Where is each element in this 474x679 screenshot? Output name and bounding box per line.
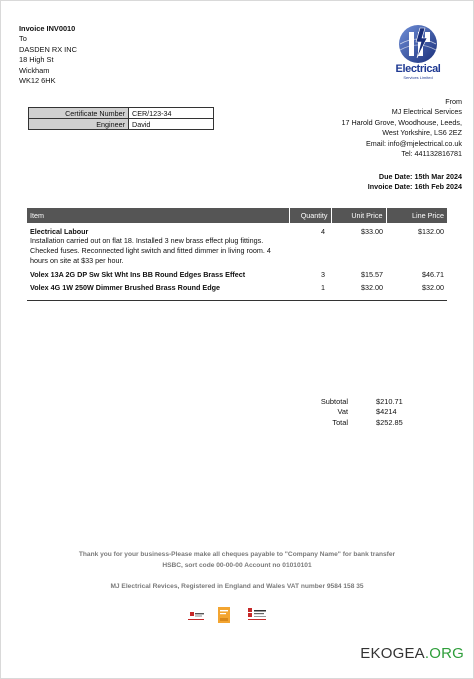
to-line: DASDEN RX INC (19, 44, 77, 54)
company-logo (390, 24, 446, 78)
item-line-price: $46.71 (422, 270, 444, 279)
from-phone: Tel: 441132816781 (401, 149, 462, 159)
vat-label: Vat (337, 407, 348, 417)
watermark-text: EKOGEA (360, 645, 425, 662)
table-row (27, 223, 447, 266)
from-line: MJ Electrical Services (391, 107, 462, 117)
column-header-line-price: Line Price (386, 208, 447, 223)
table-row (27, 266, 447, 279)
item-unit-price: $32.00 (331, 279, 386, 301)
column-header-unit-price: Unit Price (331, 208, 386, 223)
from-block (262, 97, 462, 159)
item-line-price: $132.00 (418, 227, 444, 236)
invoice-date: Invoice Date: 16th Feb 2024 (367, 182, 462, 192)
subtotal-value: $210.71 (376, 397, 403, 406)
ekogea-watermark (360, 645, 464, 662)
to-line: WK12 6HK (19, 76, 56, 86)
due-date: Due Date: 15th Mar 2024 (378, 172, 462, 181)
registration-note: MJ Electrical Revices, Registered in England and Wales VAT number 9584 158 35 (110, 583, 364, 590)
certificate-table (28, 107, 214, 130)
to-line: 18 High St (19, 55, 54, 65)
from-label: From (445, 97, 462, 106)
subtotal-row (300, 397, 408, 407)
payment-note (0, 549, 474, 571)
total-label: Total (332, 417, 348, 427)
table-header-row (27, 208, 447, 223)
certificate-row (29, 119, 214, 130)
line-items-table (27, 208, 447, 301)
payment-note-line: Thank you for your business-Please make all cheques payable to "Company Name" for bank transfer (78, 551, 396, 558)
item-quantity: 3 (321, 270, 325, 279)
item-name: Volex 4G 1W 250W Dimmer Brushed Brass Round Edge (30, 283, 220, 292)
column-header-item: Item (27, 208, 289, 223)
item-quantity: 4 (321, 227, 325, 236)
item-cell (27, 266, 289, 279)
invoice-number: Invoice INV0010 (19, 24, 76, 33)
vat-row (300, 407, 408, 417)
trade-body-badge-icon (246, 606, 268, 624)
item-name: Electrical Labour (30, 227, 89, 236)
item-quantity: 1 (289, 279, 331, 301)
watermark-domain: .ORG (424, 645, 464, 662)
certification-badge-icon (217, 606, 231, 624)
to-line: Wickham (19, 65, 50, 75)
table-row (27, 279, 447, 301)
item-line-price: $32.00 (386, 279, 447, 301)
certificate-number-value: CER/123-34 (129, 108, 214, 119)
engineer-label: Engineer (29, 119, 129, 130)
from-line: 17 Harold Grove, Woodhouse, Leeds, (341, 117, 462, 127)
total-row (300, 418, 408, 428)
bank-details-line: HSBC, sort code 00-00-00 Account no 01010101 (162, 562, 312, 569)
certificate-row (29, 108, 214, 119)
certificate-number-label: Certificate Number (29, 108, 129, 119)
item-unit-price: $15.57 (361, 270, 383, 279)
subtotal-label: Subtotal (320, 397, 348, 406)
item-unit-price: $33.00 (361, 227, 383, 236)
logo-subtitle: Services Limited (403, 75, 433, 80)
from-line: West Yorkshire, LS6 2EZ (382, 128, 462, 138)
item-name: Volex 13A 2G DP Sw Skt Wht Ins BB Round Edges Brass Effect (30, 270, 246, 279)
to-label: To (19, 34, 27, 44)
dates-block (262, 172, 462, 193)
accreditation-badge-icon (186, 606, 206, 624)
lightning-globe-icon (396, 24, 440, 64)
vat-value: $4214 (376, 407, 397, 417)
item-cell (27, 223, 289, 266)
item-description: Installation carried out on flat 18. Installed 3 new brass effect plug fittings. Checked fuses. Reconnected light switch and fitted dimmer in living room. 4 hours on site at $33 per hour. (30, 236, 271, 265)
engineer-value: David (129, 119, 214, 130)
column-header-quantity: Quantity (289, 208, 331, 223)
item-cell (27, 279, 289, 301)
bill-to-block (19, 24, 77, 86)
logo-wordmark: Electrical (395, 63, 441, 75)
from-email: Email: info@mjelectrical.co.uk (366, 138, 462, 148)
total-value: $252.85 (376, 417, 403, 427)
accreditation-badges (184, 606, 274, 626)
totals-block (300, 397, 408, 428)
